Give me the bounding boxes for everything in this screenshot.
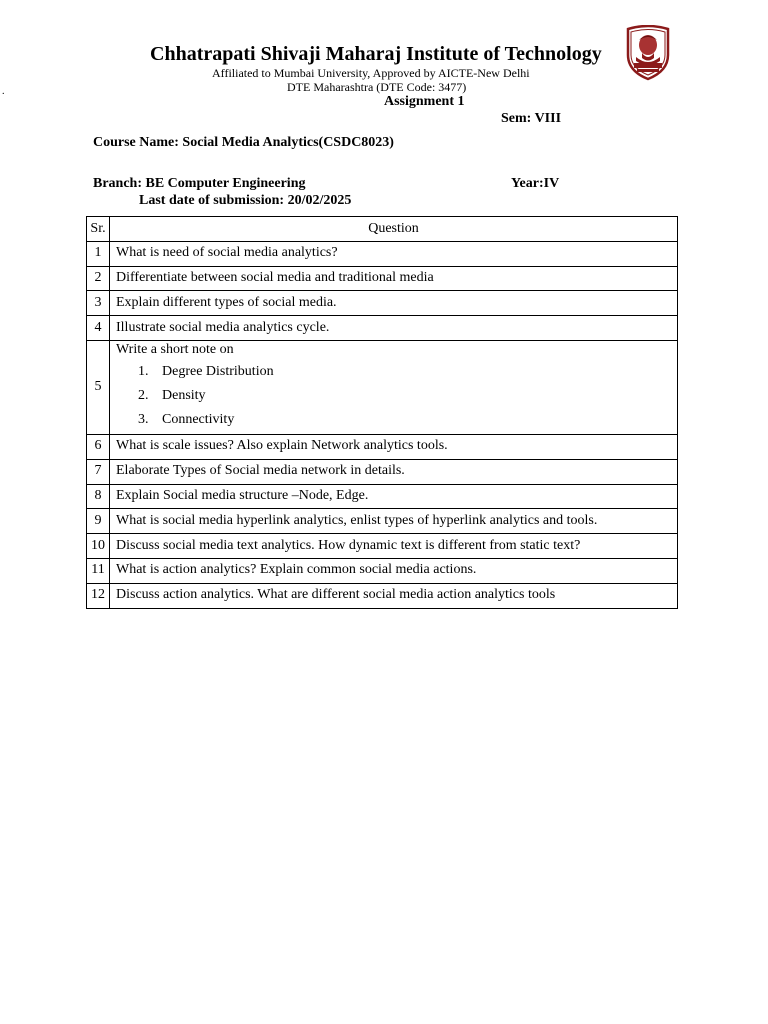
question-text: Elaborate Types of Social media network in details.	[110, 459, 678, 484]
question-text	[110, 340, 678, 434]
list-item	[116, 384, 671, 408]
row-number: 9	[87, 509, 110, 534]
table-row	[87, 583, 678, 608]
row-number: 4	[87, 316, 110, 341]
question-text: Explain different types of social media.	[110, 291, 678, 316]
questions-table	[86, 216, 678, 609]
row-number: 1	[87, 241, 110, 266]
sr-column-header: Sr.	[87, 217, 110, 242]
list-number: 1.	[138, 363, 149, 379]
question-column-header: Question	[110, 217, 678, 242]
question-text: Explain Social media structure –Node, Edge.	[110, 484, 678, 509]
assignment-title: Assignment 1	[384, 94, 465, 109]
question-text: Discuss social media text analytics. How dynamic text is different from static text?	[110, 534, 678, 559]
row-number: 12	[87, 583, 110, 608]
affiliation-line: Affiliated to Mumbai University, Approved by AICTE-New Delhi	[212, 66, 530, 80]
question-intro: Write a short note on	[116, 341, 234, 357]
list-item-text: Density	[162, 387, 206, 403]
table-row	[87, 291, 678, 316]
row-number: 2	[87, 266, 110, 291]
row-number: 5	[87, 340, 110, 434]
course-name: Course Name: Social Media Analytics(CSDC8023)	[93, 135, 394, 150]
list-number: 2.	[138, 387, 149, 403]
row-number: 11	[87, 558, 110, 583]
row-number: 6	[87, 434, 110, 459]
row-number: 3	[87, 291, 110, 316]
branch-label: Branch: BE Computer Engineering	[93, 176, 306, 191]
row-number: 8	[87, 484, 110, 509]
question-text: What is need of social media analytics?	[110, 241, 678, 266]
list-item	[116, 408, 671, 432]
dte-line: DTE Maharashtra (DTE Code: 3477)	[287, 80, 467, 94]
year-label: Year:IV	[511, 176, 560, 191]
list-number: 3.	[138, 411, 149, 427]
table-row	[87, 509, 678, 534]
question-text: What is social media hyperlink analytics, enlist types of hyperlink analytics and tools.	[110, 509, 678, 534]
submission-deadline: Last date of submission: 20/02/2025	[139, 193, 352, 208]
list-item-text: Degree Distribution	[162, 363, 274, 379]
institute-name: Chhatrapati Shivaji Maharaj Institute of Technology	[150, 43, 602, 65]
table-row	[87, 459, 678, 484]
table-row	[87, 316, 678, 341]
institute-crest-logo-icon	[622, 25, 674, 81]
table-row	[87, 340, 678, 434]
table-row	[87, 434, 678, 459]
row-number: 7	[87, 459, 110, 484]
question-text: What is scale issues? Also explain Network analytics tools.	[110, 434, 678, 459]
stray-mark: .	[2, 86, 5, 97]
table-row	[87, 534, 678, 559]
question-text: What is action analytics? Explain common social media actions.	[110, 558, 678, 583]
table-row	[87, 558, 678, 583]
question-text: Discuss action analytics. What are different social media action analytics tools	[110, 583, 678, 608]
row-number: 10	[87, 534, 110, 559]
question-text: Differentiate between social media and traditional media	[110, 266, 678, 291]
sub-question-list	[116, 360, 671, 432]
table-row	[87, 241, 678, 266]
semester-label: Sem: VIII	[501, 111, 562, 126]
table-header-row	[87, 217, 678, 242]
list-item-text: Connectivity	[162, 411, 235, 427]
table-row	[87, 266, 678, 291]
table-row	[87, 484, 678, 509]
question-text: Illustrate social media analytics cycle.	[110, 316, 678, 341]
list-item	[116, 360, 671, 384]
